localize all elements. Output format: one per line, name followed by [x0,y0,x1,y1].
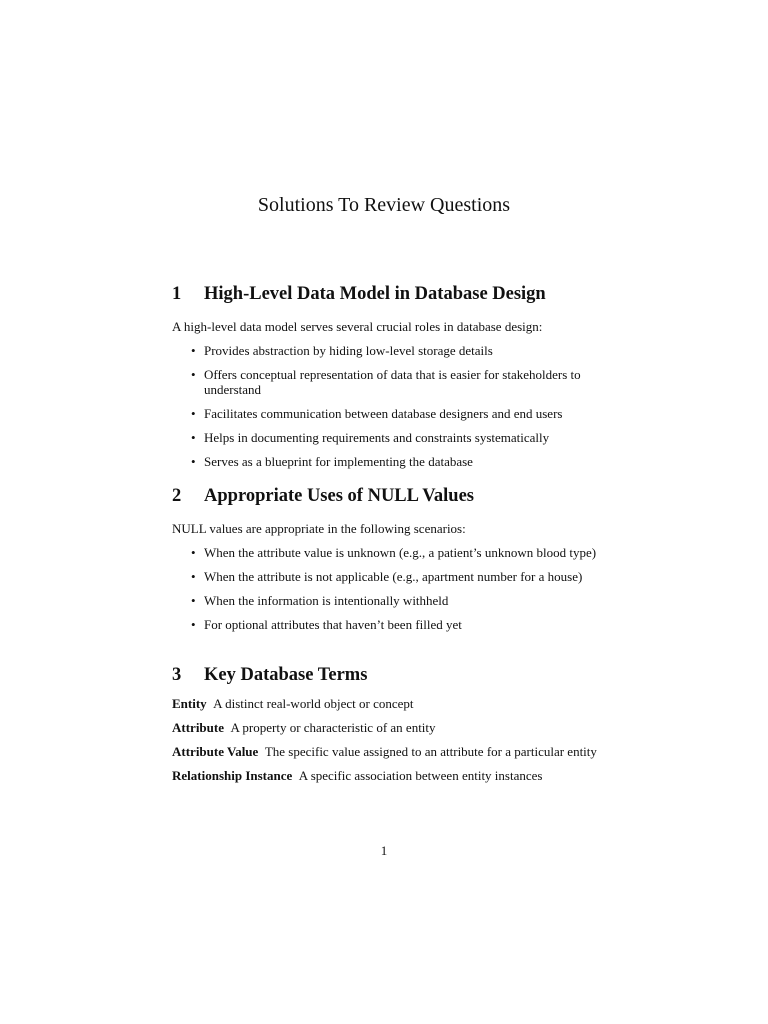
term-entry [172,696,618,711]
list-item [172,545,618,560]
list-item-text: Offers conceptual representation of data that is easier for stakeholders to understand [204,367,581,397]
term-list [172,696,618,783]
bullet-icon: • [191,569,196,584]
list-item-text: For optional attributes that haven’t been filled yet [204,617,462,632]
list-item [172,593,618,608]
term-definition: A property or characteristic of an entity [230,720,436,735]
term-name: Attribute [172,720,224,735]
list-item [172,343,618,358]
term-definition: A specific association between entity instances [298,768,543,783]
bullet-icon: • [191,593,196,608]
bullet-list [172,343,618,469]
term-entry [172,768,618,783]
term-name: Entity [172,696,207,711]
section-number: 3 [172,665,182,685]
term-name: Attribute Value [172,744,259,759]
section-key-database-terms [172,665,618,792]
section-heading [172,665,618,686]
term-entry [172,744,618,759]
bullet-icon: • [191,430,196,445]
section-title: Key Database Terms [204,665,368,685]
section-intro: NULL values are appropriate in the following scenarios: [172,521,466,536]
section-title: Appropriate Uses of NULL Values [204,486,475,506]
list-item-text: When the attribute value is unknown (e.g., a patient’s unknown blood type) [204,545,597,560]
section-intro: A high-level data model serves several crucial roles in database design: [172,319,543,334]
term-entry [172,720,618,735]
term-definition: A distinct real-world object or concept [213,696,414,711]
section-title: High-Level Data Model in Database Design [204,284,546,304]
page-number: 1 [380,843,388,858]
term-name: Relationship Instance [172,768,293,783]
section-number: 1 [172,284,182,304]
list-item [172,569,618,584]
list-item [172,367,618,397]
bullet-icon: • [191,545,196,560]
list-item-text: Provides abstraction by hiding low-level storage details [204,343,493,358]
list-item-text: When the information is intentionally withheld [204,593,449,608]
term-definition: The specific value assigned to an attribute for a particular entity [264,744,597,759]
bullet-icon: • [191,617,196,632]
document-title: Solutions To Review Questions [257,194,511,216]
section-null-values [172,486,618,641]
list-item [172,430,618,445]
bullet-list [172,545,618,632]
bullet-icon: • [191,454,196,469]
list-item-text: When the attribute is not applicable (e.g., apartment number for a house) [204,569,583,584]
list-item-text: Helps in documenting requirements and constraints systematically [204,430,550,445]
bullet-icon: • [191,367,196,382]
list-item-text: Serves as a blueprint for implementing the database [204,454,473,469]
section-heading [172,486,618,507]
section-heading [172,284,618,305]
bullet-icon: • [191,406,196,421]
section-number: 2 [172,486,182,506]
list-item-text: Facilitates communication between database designers and end users [204,406,563,421]
list-item [172,617,618,632]
bullet-icon: • [191,343,196,358]
section-high-level-data-model [172,284,618,478]
list-item [172,454,618,469]
list-item [172,406,618,421]
